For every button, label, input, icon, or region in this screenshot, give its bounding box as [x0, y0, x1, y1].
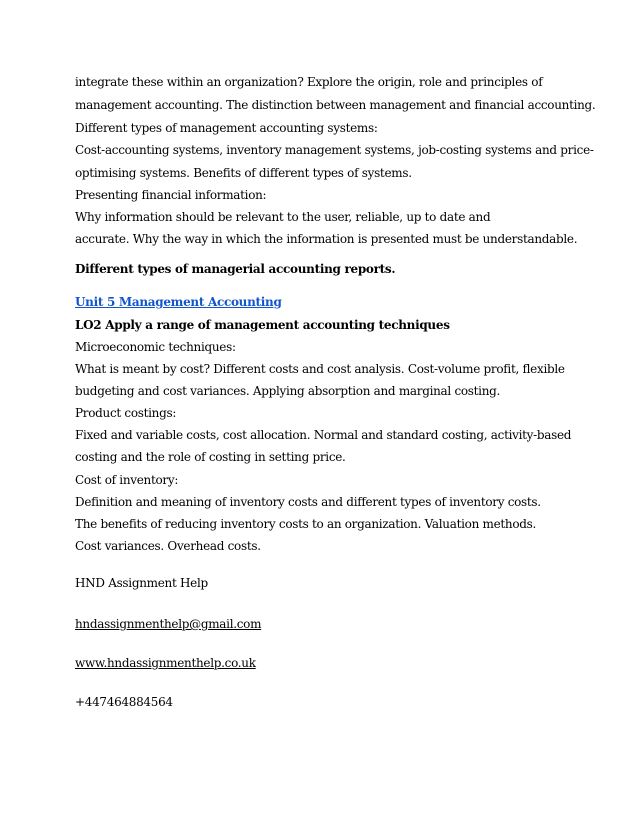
- body-line: Definition and meaning of inventory costs and different types of inventory costs.: [75, 495, 541, 509]
- unit-5-link[interactable]: Unit 5 Management Accounting: [75, 295, 282, 309]
- body-line: integrate these within an organization? Explore the origin, role and principles of: [75, 75, 543, 89]
- body-line: management accounting. The distinction between management and financial accounting.: [75, 98, 596, 112]
- body-line: Product costings:: [75, 406, 177, 420]
- lo2-heading: LO2 Apply a range of management accounting techniques: [75, 318, 450, 332]
- body-line: accurate. Why the way in which the information is presented must be understandable.: [75, 232, 578, 246]
- body-line: Cost variances. Overhead costs.: [75, 539, 261, 553]
- body-line: Different types of management accounting systems:: [75, 121, 378, 135]
- body-line: budgeting and cost variances. Applying absorption and marginal costing.: [75, 384, 501, 398]
- body-line: costing and the role of costing in setting price.: [75, 450, 346, 464]
- website-link[interactable]: www.hndassignmenthelp.co.uk: [75, 656, 256, 670]
- body-line: Cost of inventory:: [75, 473, 179, 487]
- body-line: Fixed and variable costs, cost allocation. Normal and standard costing, activity-based: [75, 428, 572, 442]
- body-line: What is meant by cost? Different costs and cost analysis. Cost-volume profit, flexible: [75, 362, 565, 376]
- body-line: Microeconomic techniques:: [75, 340, 236, 354]
- company-name: HND Assignment Help: [75, 576, 208, 590]
- body-line: Why information should be relevant to the user, reliable, up to date and: [75, 210, 491, 224]
- body-line: optimising systems. Benefits of different types of systems.: [75, 166, 412, 180]
- body-line: Cost-accounting systems, inventory management systems, job-costing systems and price-: [75, 143, 594, 157]
- email-link[interactable]: hndassignmenthelp@gmail.com: [75, 617, 262, 631]
- phone-number: +447464884564: [75, 695, 173, 709]
- reports-heading: Different types of managerial accounting reports.: [75, 262, 396, 276]
- body-line: The benefits of reducing inventory costs to an organization. Valuation methods.: [75, 517, 537, 531]
- body-line: Presenting financial information:: [75, 188, 267, 202]
